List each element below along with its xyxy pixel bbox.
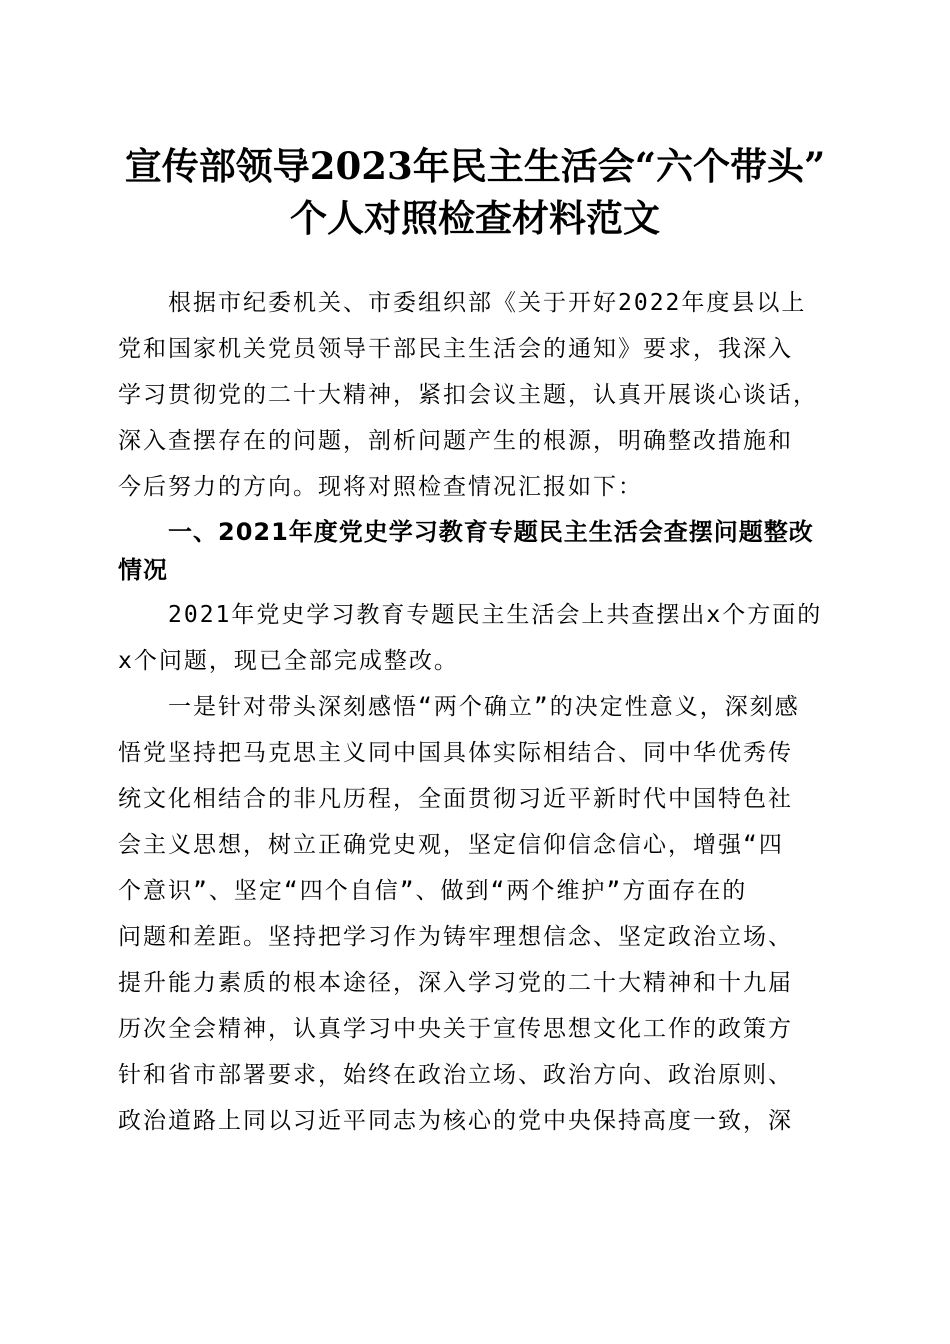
paragraph-line: 一是针对带头深刻感悟“两个确立”的决定性意义，深刻感: [118, 694, 800, 720]
section-heading-line: 一、2021年度党史学习教育专题民主生活会查摆问题整改: [118, 518, 814, 546]
paragraph-line: 提升能力素质的根本途径，深入学习党的二十大精神和十九届: [118, 970, 793, 996]
paragraph-line: 针和省市部署要求，始终在政治立场、政治方向、政治原则、: [118, 1062, 793, 1088]
paragraph-line: 学习贯彻党的二十大精神，紧扣会议主题，认真开展谈心谈话，: [118, 382, 818, 408]
paragraph-line: x个问题，现已全部完成整改。: [118, 648, 459, 674]
paragraph-line: 会主义思想，树立正确党史观，坚定信仰信念信心，增强“四: [118, 832, 784, 858]
paragraph-line: 个意识”、坚定“四个自信”、做到“两个维护”方面存在的: [118, 878, 748, 904]
document-title-line-1: 宣传部领导2023年民主生活会“六个带头”: [124, 144, 826, 188]
paragraph-line: 历次全会精神，认真学习中央关于宣传思想文化工作的政策方: [118, 1016, 793, 1042]
document-title-line-2: 个人对照检查材料范文: [290, 196, 660, 240]
paragraph-line: 政治道路上同以习近平同志为核心的党中央保持高度一致，深: [118, 1108, 793, 1134]
paragraph-line: 2021年党史学习教育专题民主生活会上共查摆出x个方面的: [118, 602, 823, 628]
paragraph-line: 根据市纪委机关、市委组织部《关于开好2022年度县以上: [118, 290, 807, 316]
paragraph-line: 统文化相结合的非凡历程，全面贯彻习近平新时代中国特色社: [118, 786, 793, 812]
paragraph-line: 深入查摆存在的问题，剖析问题产生的根源，明确整改措施和: [118, 428, 793, 454]
paragraph-line: 问题和差距。坚持把学习作为铸牢理想信念、坚定政治立场、: [118, 924, 793, 950]
paragraph-line: 党和国家机关党员领导干部民主生活会的通知》要求，我深入: [118, 336, 793, 362]
section-heading-line: 情况: [118, 556, 168, 584]
paragraph-line: 悟党坚持把马克思主义同中国具体实际相结合、同中华优秀传: [118, 740, 793, 766]
paragraph-line: 今后努力的方向。现将对照检查情况汇报如下：: [118, 474, 643, 500]
